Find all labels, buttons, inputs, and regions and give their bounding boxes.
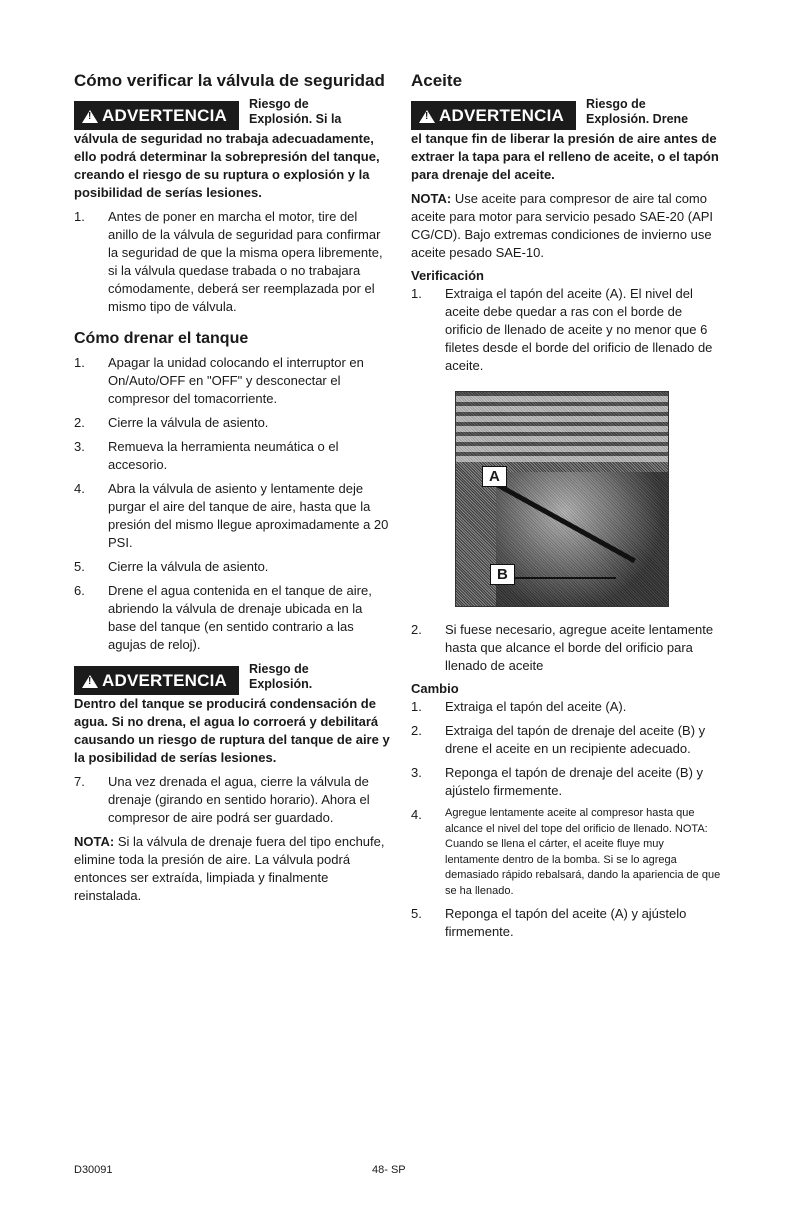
warning-risk-text: Riesgo de Explosión. bbox=[249, 662, 313, 691]
verification-steps-continued bbox=[411, 621, 721, 675]
list-item: 1. Antes de poner en marcha el motor, tire del anillo de la válvula de seguridad para confirmar la seguridad de que la misma opera libremente, si la válvula quedase trabada o no trabajara cómodamente, deberá ser reemplazada por el mismo tipo de válvula. bbox=[74, 209, 383, 314]
list-item: 7. Una vez drenada el agua, cierre la válvula de drenaje (girando en sentido horario). Ahora el compresor de aire podrá ser guardado. bbox=[74, 774, 370, 825]
list-item: 3. Remueva la herramienta neumática o el accesorio. bbox=[74, 439, 339, 472]
warning-body-2: Dentro del tanque se producirá condensación de agua. Si no drena, el agua lo corroerá y debilitará causando un riesgo de ruptura del tanque de aire y la posibilidad de serías lesiones. bbox=[74, 696, 390, 765]
page-number: 48- SP bbox=[372, 1164, 406, 1176]
warning-block-2 bbox=[74, 662, 390, 695]
change-title: Cambio bbox=[411, 681, 459, 696]
warning-triangle-icon bbox=[419, 110, 435, 123]
list-item: 4. Abra la válvula de asiento y lentamente deje purgar el aire del tanque de aire, hasta que la presión del mismo llegue aproximadamente a 20 PSI. bbox=[74, 481, 389, 550]
change-steps bbox=[411, 698, 721, 941]
warning-badge: ! ADVERTENCIA bbox=[411, 101, 576, 130]
warning-triangle-icon bbox=[82, 110, 98, 123]
oil-plug-photo bbox=[455, 391, 669, 607]
warning-block-oil bbox=[411, 97, 721, 130]
document-code: D30091 bbox=[74, 1164, 113, 1176]
list-item: 1. Extraiga el tapón del aceite (A). bbox=[411, 699, 627, 714]
list-item: 1. Apagar la unidad colocando el interruptor en On/Auto/OFF en "OFF" y desconectar el compresor del tomacorriente. bbox=[74, 355, 364, 406]
list-item: 2. Si fuese necesario, agregue aceite lentamente hasta que alcance el borde del orificio para llenado de aceite bbox=[411, 622, 714, 673]
warning-block-1 bbox=[74, 97, 390, 130]
list-item: 2. Extraiga del tapón de drenaje del aceite (B) y drene el aceite en un recipiente adecuado. bbox=[411, 723, 706, 756]
warning-triangle-icon bbox=[82, 675, 98, 688]
warning-badge: ! ADVERTENCIA bbox=[74, 666, 239, 695]
left-column bbox=[74, 70, 390, 911]
safety-valve-title: Cómo verificar la válvula de seguridad bbox=[74, 71, 385, 90]
drain-note: NOTA: Si la válvula de drenaje fuera del tipo enchufe, elimine toda la presión de aire. La válvula podrá entonces ser extraída, limpiada y finalmente reinstalada. bbox=[74, 834, 385, 903]
oil-note: NOTA: Use aceite para compresor de aire tal como aceite para motor para servicio pesado SAE-20 (API CG/CD). Bajo extremas condiciones de invierno use aceite pesado SAE-10. bbox=[411, 191, 714, 260]
drain-steps bbox=[74, 354, 390, 654]
list-item: 2. Cierre la válvula de asiento. bbox=[74, 415, 269, 430]
warning-risk-text: Riesgo de Explosión. Drene bbox=[586, 97, 689, 126]
warning-risk-text: Riesgo de Explosión. Si la bbox=[249, 97, 342, 126]
safety-valve-steps bbox=[74, 208, 390, 316]
drain-tank-title: Cómo drenar el tanque bbox=[74, 330, 249, 347]
oil-title: Aceite bbox=[411, 71, 463, 90]
photo-label-a: A bbox=[482, 466, 507, 487]
warning-badge: ! ADVERTENCIA bbox=[74, 101, 239, 130]
warning-body-oil: el tanque fin de liberar la presión de aire antes de extraer la tapa para el relleno de aceite, o el tapón para drenaje del aceite. bbox=[411, 131, 719, 182]
list-item: 3. Reponga el tapón de drenaje del aceite (B) y ajústelo firmemente. bbox=[411, 765, 704, 798]
verification-title: Verificación bbox=[411, 268, 484, 283]
list-item: 4. Agregue lentamente aceite al compresor hasta que alcance el nivel del tope del orificio de llenado. NOTA: Cuando se llena el cárter, el aceite fluye muy lentamente dentro de la bomba. Si se lo agrega demasiado rápido rebalsará, dando la apariencia de que se ha llenado. bbox=[411, 807, 721, 897]
list-item: 1. Extraiga el tapón del aceite (A). El nivel del aceite debe quedar a ras con el borde de orificio de llenado de aceite y no menor que 6 filetes desde el borde del orificio de llenado de aceite. bbox=[411, 286, 713, 373]
list-item: 5. Cierre la válvula de asiento. bbox=[74, 559, 269, 574]
drain-steps-continued bbox=[74, 773, 390, 827]
list-item: 6. Drene el agua contenida en el tanque de aire, abriendo la válvula de drenaje ubicada en la base del tanque (en sentido contrario a las agujas de reloj). bbox=[74, 583, 372, 652]
right-column bbox=[411, 70, 721, 947]
list-item: 5. Reponga el tapón del aceite (A) y ajústelo firmemente. bbox=[411, 906, 687, 939]
verification-steps bbox=[411, 285, 721, 375]
warning-body-1: válvula de seguridad no trabaja adecuadamente, ello podrá determinar la sobrepresión del tanque, creando el riesgo de su ruptura o explosión y la posibilidad de serías lesiones. bbox=[74, 131, 380, 200]
photo-label-b: B bbox=[490, 564, 515, 585]
